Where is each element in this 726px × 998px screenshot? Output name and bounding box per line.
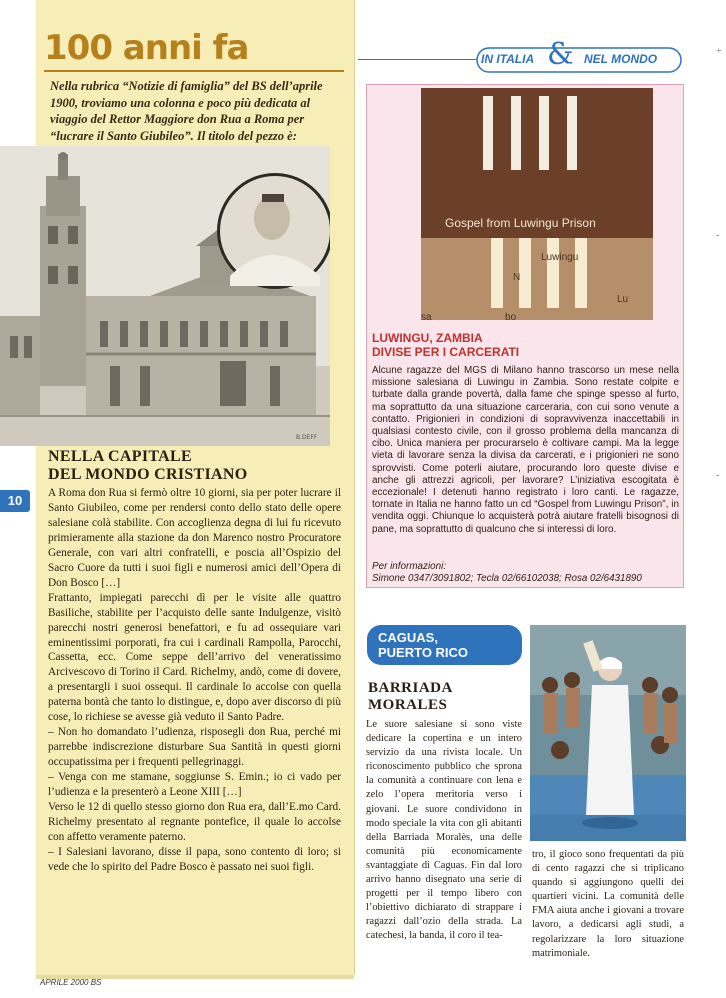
body-paragraph: A Roma don Rua si fermò oltre 10 giorni, sia per poter lucrare il Santo Giubileo, come per rendersi conto dello stato delle opere salesiane colà stabilite. Con accoglienza degna di lui fu ricevuto primieramente alla stazione da don Marenco nostro Procuratore Generale, con vari altri confratelli, e poscia all’Ospizio del Sacro Cuore da tutti i suoi figli e numerosi amici dell’Opera di Don Bosco […] <box>48 487 341 589</box>
map-word: Lu <box>617 294 629 305</box>
zambia-heading <box>372 332 672 359</box>
barriada-subheading <box>368 680 518 714</box>
banner-label-mondo: NEL MONDO <box>584 52 658 66</box>
zambia-heading-line-2: DIVISE PER I CARCERATI <box>372 344 520 359</box>
cd-title: Gospel from Luwingu Prison <box>445 216 596 230</box>
registration-mark: - <box>716 230 720 241</box>
title-underline <box>44 70 344 72</box>
cd-cover-image <box>421 88 653 320</box>
body-paragraph: Frattanto, impiegati parecchi dì per le visite alle quattro Basiliche, stabilite per l’acquisto delle sante Indulgenze, visitò parecchi nostri generosi benefattori, e fu ad ossequiare vari eminentissimi porporati, fra cui i cardinali Rampolla, Parocchi, Cassetta, ecc. Come seppe dell’arrivo del veneratissimo Arcivescovo di Torino il Card. Richelmy, andò, come di dovere, a presentargli i suoi ossequi. Il cardinale lo accolse con quella paterna bontà che tanto lo distingue, e, dopo aver discorso di più cose, lo richiese se avesse già veduto il Santo Padre. <box>48 591 341 724</box>
banner-label-italia: IN ITALIA <box>481 52 535 66</box>
page-number-tab: 10 <box>0 490 30 512</box>
contact-info: Simone 0347/3091802; Tecla 02/66102038; Rosa 02/6431890 <box>372 573 642 584</box>
section-heading <box>48 448 338 484</box>
zambia-article-text: Alcune ragazze del MGS di Milano hanno trascorso un mese nella missione salesiana di Luwingu in Zambia. Sono restate colpite e turbate dalla grande povertà, dalla fame che spinge spesso al furto, ma soprattutto da una situazione carceraria, con cui sono venute a contatto. Prigionieri in condizioni di sopravvivenza inaccettabili in qualsiasi contesto civile, con il grosso problema della mancanza di cibo. Unica maniera per procurarselo è coltivare campi. Ma la legge vieta di lavorare senza la divisa da carcerati, e i prigionieri ne sono sprovvisti. Come poterli aiutare, procurando loro queste divise e anche gli attrezzi agricoli, per lavorare? L’iniziativa escogitata è eccezionale! I detenuti hanno registrato i loro canti. Le ragazze, tornate in Italia ne hanno fatto un cd “Gospel from Luwingu Prison”, in vendita oggi. Chiunque lo acquisterà potrà aiutare fratelli bisognosi di pane, ma soprattutto di qualcuno che si interessi di loro. <box>372 365 679 535</box>
barriada-subheading-line-2: MORALES <box>368 697 448 713</box>
info-label: Per informazioni: <box>372 561 447 572</box>
body-paragraph: – Venga con me stamane, soggiunse S. Emin.; io ci vado per l’udienza e la presenterò a Leone XIII […] <box>48 771 341 799</box>
registration-mark: + <box>716 46 722 57</box>
registration-mark: - <box>716 470 720 481</box>
photo-credit: B.DEFF <box>296 434 318 441</box>
banner-rule <box>358 59 478 60</box>
banner-ampersand: & <box>547 37 574 72</box>
nun-with-children-photo <box>530 625 686 841</box>
lead-paragraph: Nella rubrica “Notizie di famiglia” del BS dell’aprile 1900, troviamo una colonna e poco più dedicata al viaggio del Rettor Maggiore don Rua a Roma per “lucrare il Santo Giubileo”. Il titolo del pezzo è: <box>50 79 323 143</box>
zambia-heading-line-1: LUWINGU, ZAMBIA <box>372 331 483 345</box>
map-word: sa <box>421 312 432 320</box>
map-word: Luwingu <box>541 252 579 263</box>
caguas-heading-line-2: PUERTO RICO <box>378 645 469 660</box>
section-heading-line-2: DEL MONDO CRISTIANO <box>48 466 248 483</box>
caguas-heading-line-1: CAGUAS, <box>378 630 438 645</box>
body-paragraph: Verso le 12 di quello stesso giorno don Rua era, dall’E.mo Card. Richelmy presentato al regnante pontefice, il quale lo accolse con affetto veramente paterno. <box>48 801 341 843</box>
map-word: N <box>513 272 521 283</box>
page-title: 100 anni fa <box>44 28 249 68</box>
body-paragraph: – I Salesiani lavorano, disse il papa, sono contento di loro; si vede che lo spirito del Padre Bosco è passato nei suoi figli. <box>48 845 341 873</box>
barriada-subheading-line-1: BARRIADA <box>368 680 453 696</box>
section-heading-line-1: NELLA CAPITALE <box>48 448 192 465</box>
article-body <box>48 486 341 875</box>
basilica-engraving-photo <box>0 146 330 446</box>
caguas-text-column-2: tro, il gioco sono frequentati da più di cento ragazzi che si triplicano quando si aggiungono quelli dei quartieri vicini. La comunità delle FMA aiuta anche i giovani a trovare lavoro, a dedicarsi agli studi, a regolarizzare la loro situazione matrimoniale. <box>532 849 684 959</box>
caguas-heading <box>378 630 518 660</box>
body-paragraph: – Non ho domandato l’udienza, risposegli don Rua, perché mi parrebbe indiscrezione disturbare Sua Santità in questi giorni occupatissima per i frequenti pellegrinaggi. <box>48 726 341 769</box>
map-word: bo <box>505 312 517 320</box>
page-footer: APRILE 2000 BS <box>40 978 102 987</box>
caguas-text-column-1: Le suore salesiane si sono viste dedicare la copertina e un intero servizio da una rivista locale. Un riconoscimento pubblico che sprona la comunità a continuare con lena e zelo l’opera meritoria verso i giovani. Le suore condividono in modo speciale la vita con gli abitanti della Barriada Moralès, una delle comunità più economicamente svantaggiate di Caguas. Fin dal loro arrivo hanno disegnato una serie di progetti per il tempo libero con l’obiettivo dichiarato di strappare i ragazzi dall’ozio della strada. La catechesi, la banda, il coro il tea- <box>366 719 522 942</box>
